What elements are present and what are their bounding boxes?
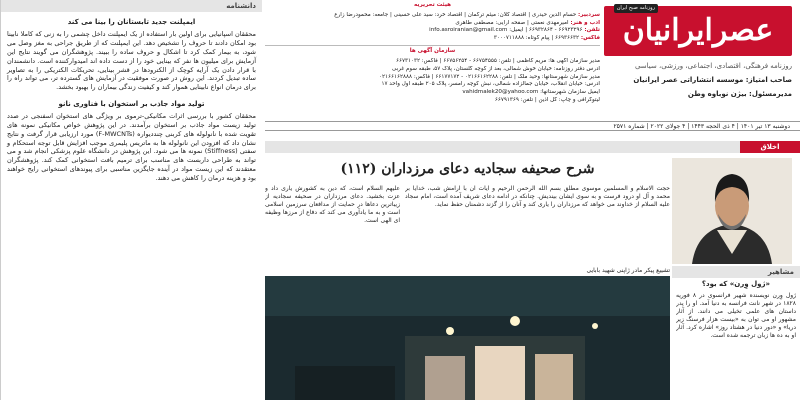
section-label: اخلاق [740,141,800,153]
article-body: حجت الاسلام و المسلمین موسوی مطلق بسم الله الرحمن الرحیم و آیات آن با آرامش شب، خدایا بر محمد و آل او درود فرست و به سوی ایشان بیندیش. چنانکه در ادامه دعای شریف آمده است، امام سجاد علیه السلام از خداوند می خواهد که مرزداران را یاری کند و آنان را از گزند دشمنان حفظ نماید. [405,185,670,209]
portrait-illustration [672,158,792,264]
staff-line: فاکس: ۶۶۹۳۶۶۳۲ | پیام کوتاه: ۳۰۰۰۷۱۱۸۸۸ [493,35,600,42]
ads-title: سازمان آگهی ها [409,48,456,55]
section-header: دانشنامه [1,0,262,12]
ads-line: مدیر سازمان آگهی ها: مریم کاظمی | تلفن: ۶۶۷۵۴۵۵۵ - ۶۶۷۵۶۲۵۴ | فاکس: ۶۶۷۳۱۰۳۲ [395,57,600,64]
photo-caption: تشییع پیکر مادر ژاپنی شهید بابایی [586,267,670,274]
celebs-body: ژول وِرن نویسنده شهیر فرانسوی در ۸ فوریه ۱۸۲۸ در شهر نانت فرانسه به دنیا آمد. او را پدر داستان های علمی تخیلی می دانند. از آثار مشهور او می توان به «بیست هزار فرسنگ زیر دریا» و «دور دنیا در هشتاد روز» اشاره کرد. آثار او به ده ها زبان ترجمه شده است. [676,292,796,340]
masthead [600,0,800,120]
section-header [265,141,800,153]
manager-line: مدیرمسئول: بیژن نوباوه وطن [687,90,792,98]
article-body: محققان اسپانیایی برای اولین بار استفاده از یک ایمپلنت داخل چشمی را به زنی که کاملا نابینا بود امکان دادند تا حروف را تشخیص دهد. این ایمپلنت که از طریق جراحی به مغز وصل می شود، به بیمار کمک کرد تا اشکال و حروف ساده را ببیند. پژوهشگران می گویند نتایج این آزمایش برای میلیون ها نفر که بینایی خود را از دست داده اند امیدوارکننده است. دانشمندان با قرار دادن یک آرایه کوچک از الکترودها در قشر بینایی، تحریکات الکتریکی را به تصاویر ساده تبدیل کردند. این روش در صورت موفقیت در آزمایش های گسترده تر، می تواند راه را برای درمان انواع نابینایی هموار کند و کیفیت زندگی بیماران را بهبود بخشد. [7,30,256,92]
science-column [0,0,262,400]
ads-line: آدرس دفتر روزنامه: خیابان خوش شمالی، بعد از کوچه گلستان، پلاک ۵۷، طبقه سوم غربی [391,65,600,72]
staff-line: تلفن: ۶۶۹۲۳۲۹۶ - ۶۶۹۳۲۸۶۴ | ایمیل: info.asroiranian@gmail.com [429,27,600,34]
article-body: محققان کشور با بررسی اثرات مکانیکی-ترموی بر ویژگی های استخوان اسفنجی در صدد تولید زیست مواد جاذب بر استخوان برآمدند. در این پژوهش خواص مکانیکی نمونه های تقویت شده با نانولوله های کربنی چنددیواره (F-MWCNTs) مورد ارزیابی قرار گرفت و نتایج نشان داد که افزودن این نانولوله ها به ماتریس پلیمری موجب افزایش قابل توجه استحکام و سفتی (Stiffness) نمونه ها می شود. این پژوهش در دانشگاه علوم پزشکی انجام شد و می تواند به طراحی داربست های مناسب برای ترمیم بافت استخوانی کمک کند. پژوهشگران معتقدند که این زیست مواد در آینده جایگزین مناسبی برای پیوندهای استخوانی رایج خواهند بود و هزینه درمان را کاهش می دهند. [7,112,256,182]
opinion-bar [265,141,800,153]
ads-line: مدیر سازمان شهرستانها: وحید ملک | تلفن: ۰۲۱۶۶۱۶۲۲۸۸ - ۶۶۱۷۷۱۷۲ | فاکس: ۰۲۱۶۶۱۶۲۸۸۸ [378,73,600,80]
staff-line: سردبیر: حسام الدین حیدری | اقتصاد کلان: میثم ترکمان | اقتصاد خرد: سید علی حسینی | جامعه: محمودرضا زارع [334,11,600,18]
article-body: علیهم السلام است، که دین به کشورش یاری داد و عزت بخشید. دعای مرزداران در صحیفه سجادیه از زیباترین دعاها در حمایت از مدافعان سرزمین اسلامی است و به ما یادآوری می کند که دفاع از مرزها وظیفه ای الهی است. [265,185,400,225]
section-header: مشاهیر [672,266,800,278]
newspaper-logo: عصرایرانیان [604,6,792,56]
ads-line: آدرس: خیابان انقلاب، خیابان جمالزاده شمالی، نبش کوچه رامسر، پلاک ۲۰۵ طبقه اول واحد ۱۷ [381,81,600,88]
article-title: ایمپلنت جدید تابستانان را بینا می کند [67,18,196,26]
funeral-photo [265,276,670,400]
article-column [405,185,670,263]
staff-line: ادب و هنر: امیرمهدی نعمتی | صفحه آرایی: مصطفی طاهری [455,19,600,26]
staff-box [265,0,600,120]
news-photo [265,276,670,400]
ads-line: ایمیل سازمان شهرستانها: vahidmalek20@yahoo.com [462,89,600,96]
ads-line: لیتوگرافی و چاپ: گل آذین | تلفن: ۶۶۷۹۱۳۶۹ [494,97,600,104]
article-column [265,185,400,263]
tagline: روزنامه فرهنگی، اقتصادی، اجتماعی، ورزشی، سیاسی [634,62,792,70]
author-portrait [672,158,792,264]
headline: شرح صحیفه سجادیه دعای مرزداران (۱۱۲) [340,161,595,177]
staff-title: هیئت تحریریه [414,2,451,8]
celebs-title: «ژول وِرن» که بود؟ [701,280,771,288]
logo-badge: روزنامه صبح ایران [614,4,658,13]
owner-line: صاحب امتیاز: موسسه انتشاراتی عصر ایرانیان [633,76,792,84]
date-bar: دوشنبه ۱۳ تیر ۱۴۰۱ | ۴ ذی الحجه ۱۴۴۳ | ۴ جولای ۲۰۲۲ | شماره ۲۵۷۱ [265,121,800,131]
celebs-bar [672,266,800,278]
article-title: تولید مواد جاذب بر استخوان با فناوری نانو [58,99,205,108]
